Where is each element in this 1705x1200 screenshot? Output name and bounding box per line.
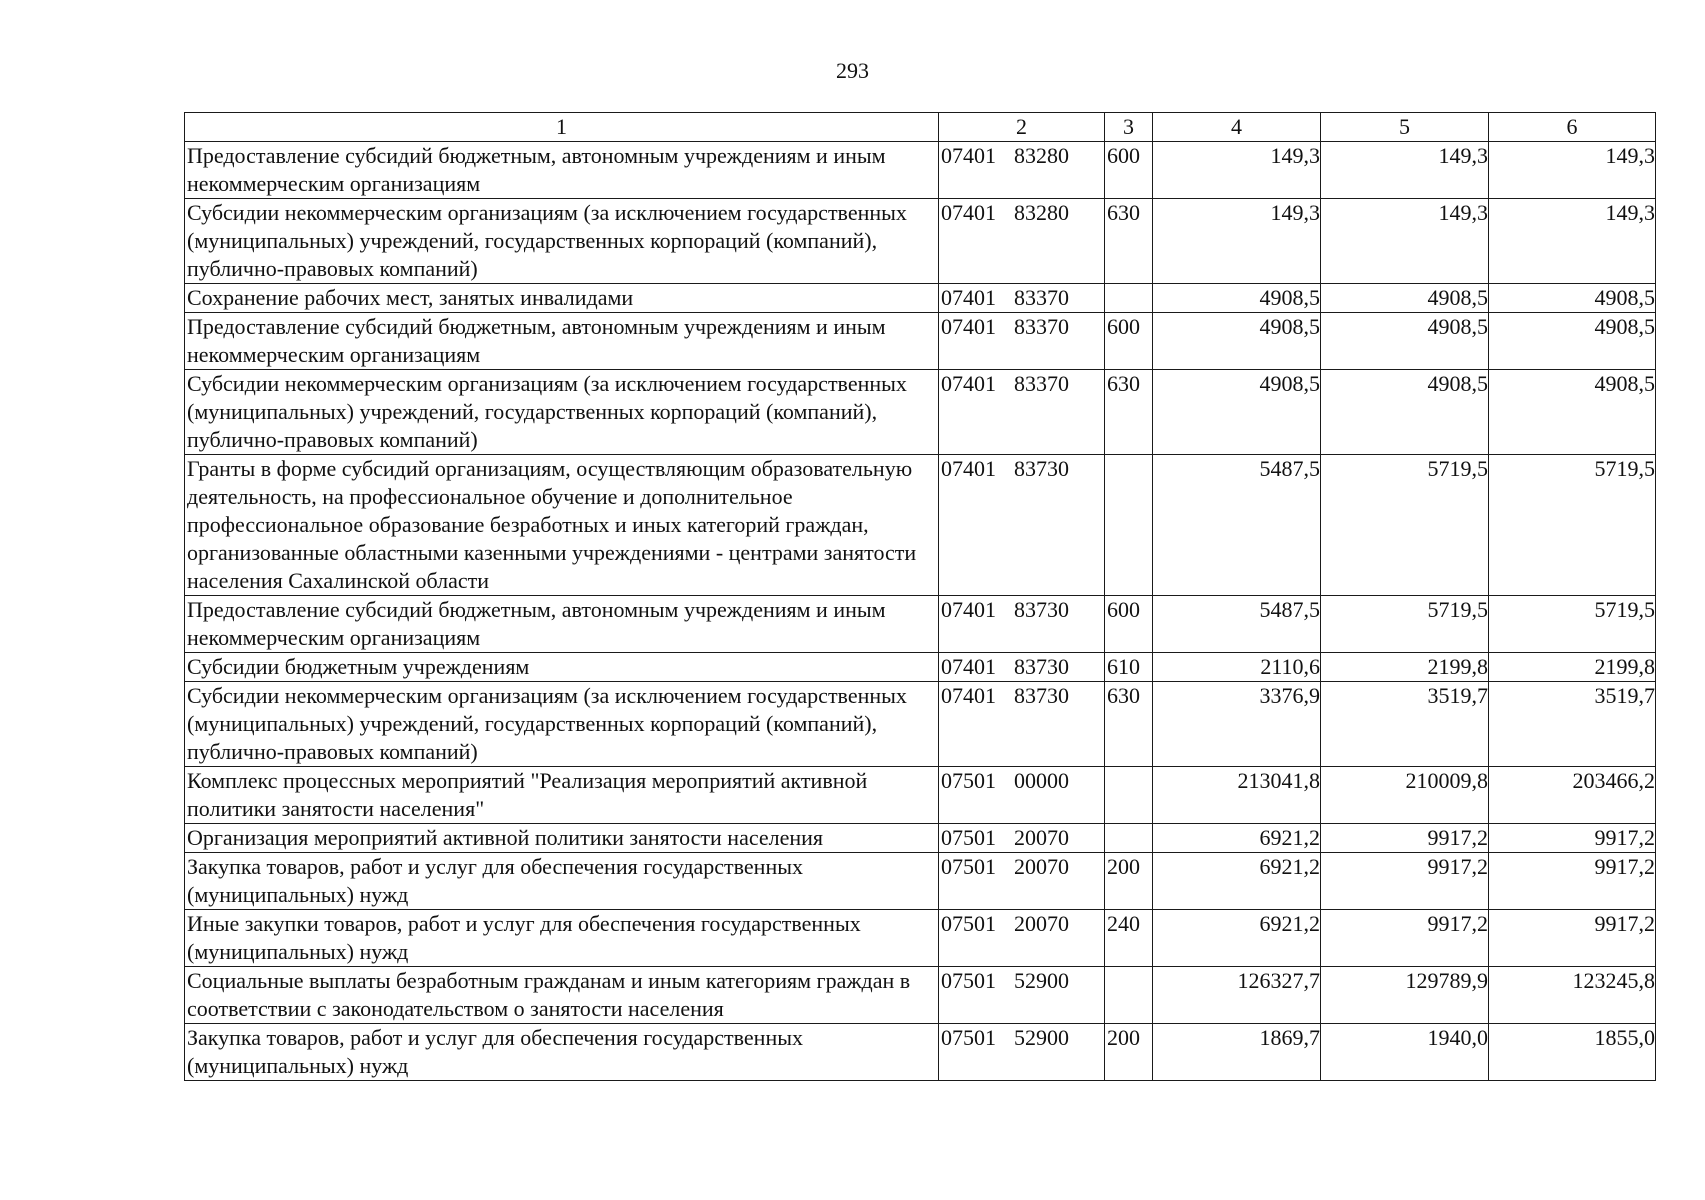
value-col-4: 2110,6 — [1153, 653, 1321, 682]
value-col-6: 2199,8 — [1489, 653, 1656, 682]
page-number: 293 — [836, 58, 869, 83]
program-code — [939, 142, 1105, 199]
value-col-6: 1855,0 — [1489, 1024, 1656, 1081]
code-part-b: 20070 — [1014, 825, 1069, 850]
code-part-b: 20070 — [1014, 911, 1069, 936]
value-col-6: 4908,5 — [1489, 370, 1656, 455]
code-part-a: 07501 — [941, 1025, 996, 1050]
value-col-5: 1940,0 — [1321, 1024, 1489, 1081]
value-col-5: 4908,5 — [1321, 313, 1489, 370]
program-code — [939, 370, 1105, 455]
program-code — [939, 1024, 1105, 1081]
value-col-5: 5719,5 — [1321, 596, 1489, 653]
value-col-6: 5719,5 — [1489, 596, 1656, 653]
value-col-6: 4908,5 — [1489, 313, 1656, 370]
row-name: Гранты в форме субсидий организациям, осуществляющим образовательную деятельность, на профессиональное обучение и дополнительное профессиональное образование безработных и иных категорий граждан, организованные областными казенными учреждениями - центрами занятости населения Сахалинской области — [185, 455, 939, 596]
expense-type-code — [1105, 824, 1153, 853]
code-part-a: 07501 — [941, 825, 996, 850]
value-col-4: 1869,7 — [1153, 1024, 1321, 1081]
row-name: Предоставление субсидий бюджетным, автономным учреждениям и иным некоммерческим организациям — [185, 142, 939, 199]
expense-type-code — [1105, 284, 1153, 313]
code-part-b: 83730 — [1014, 683, 1069, 708]
program-code — [939, 199, 1105, 284]
code-part-b: 83370 — [1014, 285, 1069, 310]
table-row — [185, 1024, 1656, 1081]
table-row — [185, 370, 1656, 455]
table-row — [185, 596, 1656, 653]
code-part-a: 07501 — [941, 768, 996, 793]
value-col-5: 149,3 — [1321, 199, 1489, 284]
value-col-6: 9917,2 — [1489, 853, 1656, 910]
value-col-6: 4908,5 — [1489, 284, 1656, 313]
code-part-a: 07401 — [941, 654, 996, 679]
row-name: Субсидии некоммерческим организациям (за исключением государственных (муниципальных) учреждений, государственных корпораций (компаний), публично-правовых компаний) — [185, 682, 939, 767]
table-row — [185, 284, 1656, 313]
table-row — [185, 853, 1656, 910]
value-col-4: 149,3 — [1153, 142, 1321, 199]
value-col-4: 6921,2 — [1153, 824, 1321, 853]
expense-type-code: 200 — [1105, 1024, 1153, 1081]
expense-type-code: 240 — [1105, 910, 1153, 967]
value-col-5: 210009,8 — [1321, 767, 1489, 824]
table-row — [185, 199, 1656, 284]
code-part-b: 52900 — [1014, 1025, 1069, 1050]
value-col-4: 149,3 — [1153, 199, 1321, 284]
table-row — [185, 767, 1656, 824]
column-header-2: 2 — [939, 113, 1105, 142]
code-part-a: 07401 — [941, 456, 996, 481]
program-code — [939, 910, 1105, 967]
expense-type-code — [1105, 967, 1153, 1024]
table-row — [185, 313, 1656, 370]
value-col-4: 126327,7 — [1153, 967, 1321, 1024]
expense-type-code: 200 — [1105, 853, 1153, 910]
program-code — [939, 767, 1105, 824]
program-code — [939, 596, 1105, 653]
code-part-a: 07401 — [941, 143, 996, 168]
value-col-6: 9917,2 — [1489, 910, 1656, 967]
program-code — [939, 853, 1105, 910]
row-name: Сохранение рабочих мест, занятых инвалидами — [185, 284, 939, 313]
value-col-4: 5487,5 — [1153, 596, 1321, 653]
value-col-5: 9917,2 — [1321, 824, 1489, 853]
program-code — [939, 653, 1105, 682]
value-col-5: 149,3 — [1321, 142, 1489, 199]
value-col-4: 4908,5 — [1153, 313, 1321, 370]
code-part-a: 07501 — [941, 854, 996, 879]
expense-type-code — [1105, 455, 1153, 596]
value-col-5: 5719,5 — [1321, 455, 1489, 596]
row-name: Закупка товаров, работ и услуг для обеспечения государственных (муниципальных) нужд — [185, 1024, 939, 1081]
code-part-a: 07401 — [941, 200, 996, 225]
column-header-5: 5 — [1321, 113, 1489, 142]
expense-type-code: 630 — [1105, 682, 1153, 767]
value-col-5: 2199,8 — [1321, 653, 1489, 682]
table-row — [185, 142, 1656, 199]
row-name: Иные закупки товаров, работ и услуг для обеспечения государственных (муниципальных) нужд — [185, 910, 939, 967]
code-part-b: 83730 — [1014, 654, 1069, 679]
program-code — [939, 682, 1105, 767]
program-code — [939, 313, 1105, 370]
value-col-6: 9917,2 — [1489, 824, 1656, 853]
value-col-5: 9917,2 — [1321, 910, 1489, 967]
code-part-b: 52900 — [1014, 968, 1069, 993]
row-name: Субсидии бюджетным учреждениям — [185, 653, 939, 682]
code-part-b: 83370 — [1014, 314, 1069, 339]
value-col-4: 5487,5 — [1153, 455, 1321, 596]
code-part-a: 07401 — [941, 371, 996, 396]
column-header-4: 4 — [1153, 113, 1321, 142]
code-part-b: 00000 — [1014, 768, 1069, 793]
column-header-6: 6 — [1489, 113, 1656, 142]
table-row — [185, 682, 1656, 767]
value-col-4: 6921,2 — [1153, 853, 1321, 910]
row-name: Субсидии некоммерческим организациям (за исключением государственных (муниципальных) учреждений, государственных корпораций (компаний), публично-правовых компаний) — [185, 199, 939, 284]
table-row — [185, 653, 1656, 682]
code-part-b: 83280 — [1014, 200, 1069, 225]
table-header-row — [185, 113, 1656, 142]
code-part-b: 20070 — [1014, 854, 1069, 879]
code-part-a: 07501 — [941, 968, 996, 993]
table-row — [185, 910, 1656, 967]
code-part-a: 07401 — [941, 597, 996, 622]
row-name: Организация мероприятий активной политики занятости населения — [185, 824, 939, 853]
value-col-5: 129789,9 — [1321, 967, 1489, 1024]
expense-type-code: 630 — [1105, 370, 1153, 455]
value-col-6: 149,3 — [1489, 199, 1656, 284]
code-part-a: 07501 — [941, 911, 996, 936]
row-name: Комплекс процессных мероприятий "Реализация мероприятий активной политики занятости населения" — [185, 767, 939, 824]
expense-type-code — [1105, 767, 1153, 824]
row-name: Предоставление субсидий бюджетным, автономным учреждениям и иным некоммерческим организациям — [185, 313, 939, 370]
value-col-5: 4908,5 — [1321, 284, 1489, 313]
value-col-6: 203466,2 — [1489, 767, 1656, 824]
value-col-6: 3519,7 — [1489, 682, 1656, 767]
expense-type-code: 600 — [1105, 142, 1153, 199]
expense-type-code: 600 — [1105, 313, 1153, 370]
code-part-a: 07401 — [941, 285, 996, 310]
value-col-5: 4908,5 — [1321, 370, 1489, 455]
row-name: Субсидии некоммерческим организациям (за исключением государственных (муниципальных) учреждений, государственных корпораций (компаний), публично-правовых компаний) — [185, 370, 939, 455]
column-header-3: 3 — [1105, 113, 1153, 142]
code-part-b: 83280 — [1014, 143, 1069, 168]
value-col-4: 213041,8 — [1153, 767, 1321, 824]
expense-type-code: 600 — [1105, 596, 1153, 653]
table-row — [185, 824, 1656, 853]
code-part-b: 83370 — [1014, 371, 1069, 396]
program-code — [939, 455, 1105, 596]
value-col-5: 3519,7 — [1321, 682, 1489, 767]
table-row — [185, 455, 1656, 596]
program-code — [939, 824, 1105, 853]
row-name: Предоставление субсидий бюджетным, автономным учреждениям и иным некоммерческим организациям — [185, 596, 939, 653]
row-name: Социальные выплаты безработным гражданам и иным категориям граждан в соответствии с законодательством о занятости населения — [185, 967, 939, 1024]
value-col-6: 123245,8 — [1489, 967, 1656, 1024]
program-code — [939, 284, 1105, 313]
code-part-b: 83730 — [1014, 597, 1069, 622]
value-col-4: 3376,9 — [1153, 682, 1321, 767]
program-code — [939, 967, 1105, 1024]
expense-type-code: 630 — [1105, 199, 1153, 284]
table-row — [185, 967, 1656, 1024]
value-col-6: 5719,5 — [1489, 455, 1656, 596]
expense-type-code: 610 — [1105, 653, 1153, 682]
value-col-4: 4908,5 — [1153, 284, 1321, 313]
value-col-6: 149,3 — [1489, 142, 1656, 199]
column-header-1: 1 — [185, 113, 939, 142]
budget-table — [184, 112, 1656, 1081]
value-col-4: 6921,2 — [1153, 910, 1321, 967]
value-col-4: 4908,5 — [1153, 370, 1321, 455]
value-col-5: 9917,2 — [1321, 853, 1489, 910]
row-name: Закупка товаров, работ и услуг для обеспечения государственных (муниципальных) нужд — [185, 853, 939, 910]
code-part-a: 07401 — [941, 683, 996, 708]
code-part-a: 07401 — [941, 314, 996, 339]
code-part-b: 83730 — [1014, 456, 1069, 481]
